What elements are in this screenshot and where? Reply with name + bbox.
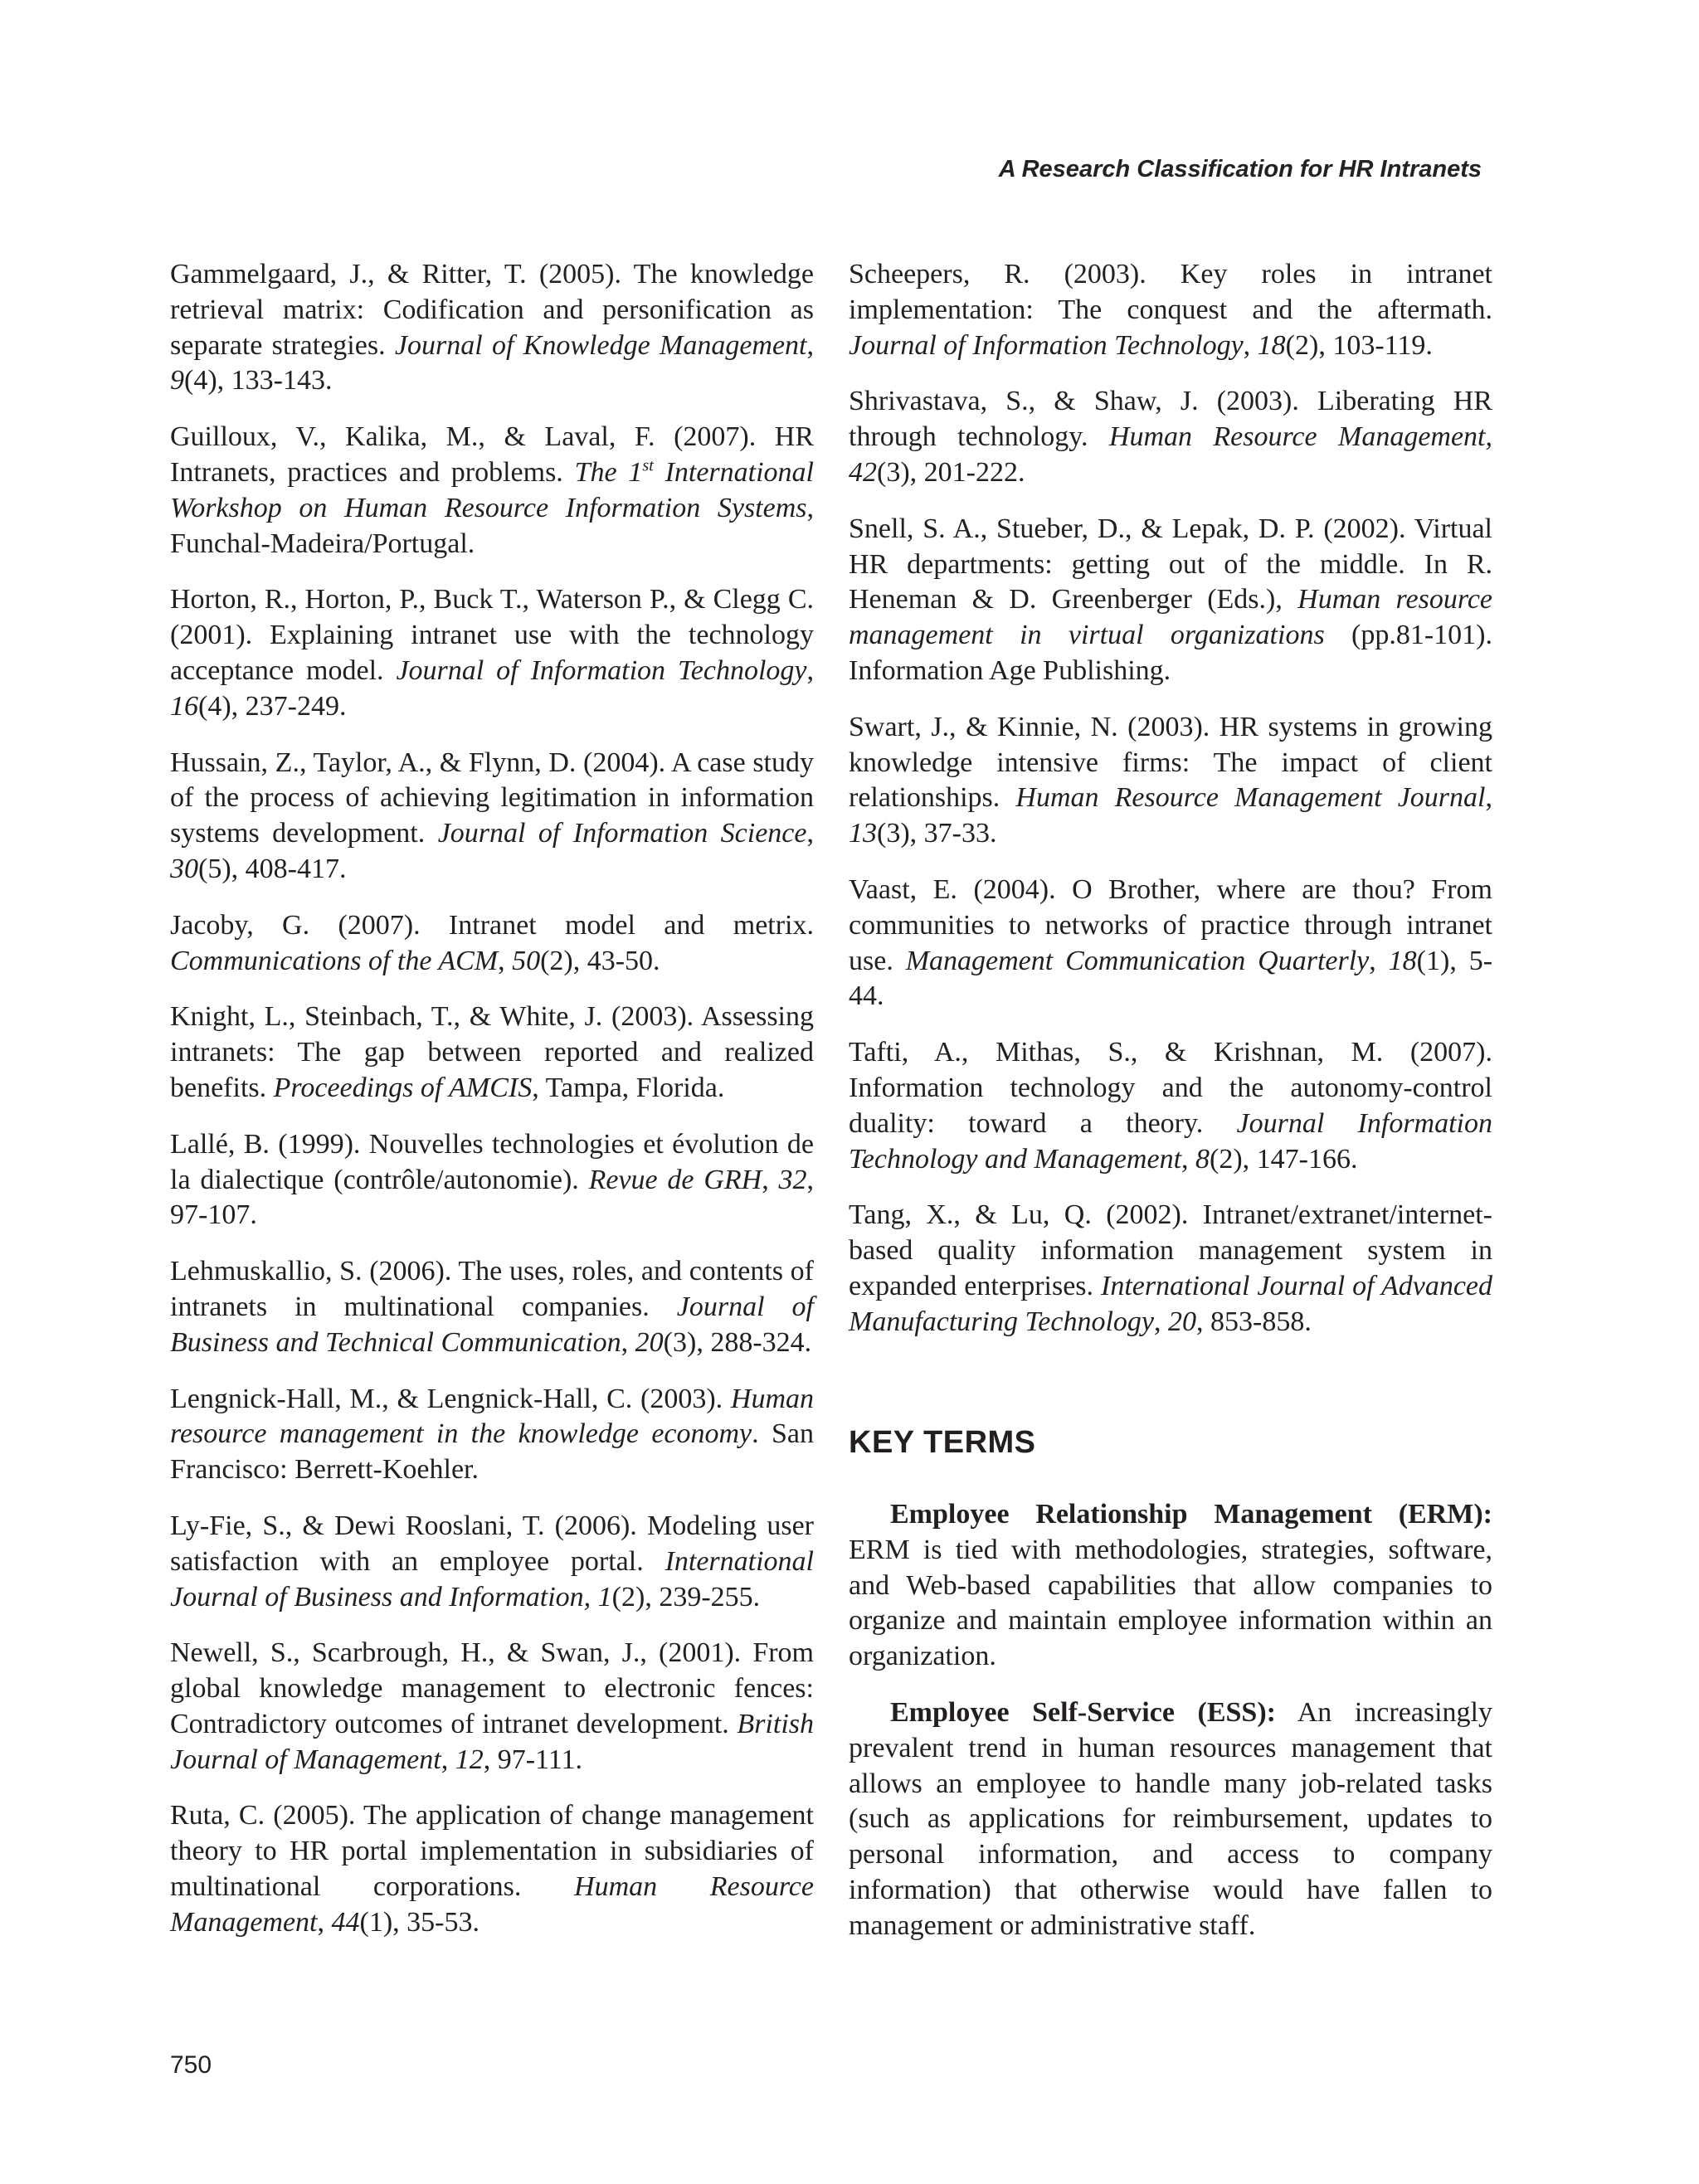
key-term-definition: ERM is tied with methodologies, strategies, software, and Web-based capabilities that allow companies to organize and maintain employee information within an organization. bbox=[849, 1534, 1492, 1672]
key-term-definition: An increasingly prevalent trend in human resources management that allows an employee to handle many job-related tasks (such as applications for reimbursement, updates to personal information, and access to company information) that otherwise would have fallen to management or administrative staff. bbox=[849, 1696, 1492, 1941]
reference-entry bbox=[170, 582, 814, 724]
key-term-entry bbox=[849, 1695, 1492, 1944]
reference-pre: Hussain, Z., Taylor, A., & Flynn, D. (2004). A case study of the process of achieving legitimation in information systems development. bbox=[170, 747, 814, 849]
reference-entry bbox=[170, 1636, 814, 1778]
reference-it1: Journal of Knowledge Management bbox=[394, 329, 807, 361]
key-term-entry bbox=[849, 1497, 1492, 1675]
reference-it1: Journal of Business and Technical Communication bbox=[170, 1291, 814, 1358]
reference-it1: Proceedings of AMCIS bbox=[273, 1072, 533, 1103]
reference-entry bbox=[849, 873, 1492, 1014]
reference-pre: Jacoby, G. (2007). Intranet model and metrix. bbox=[170, 909, 814, 941]
reference-mid: , bbox=[762, 1164, 779, 1195]
reference-it2: 12 bbox=[455, 1744, 484, 1775]
references-column-right bbox=[849, 257, 1492, 1361]
page-number: 750 bbox=[170, 2051, 212, 2079]
reference-entry bbox=[849, 1198, 1492, 1340]
reference-entry bbox=[170, 1798, 814, 1940]
reference-entry bbox=[849, 257, 1492, 363]
reference-it1: Communications of the ACM bbox=[170, 945, 499, 976]
reference-mid: , bbox=[1485, 782, 1492, 814]
reference-it1: Journal of Information Technology bbox=[849, 329, 1244, 361]
reference-it1: Management Communication Quarterly bbox=[905, 945, 1370, 976]
reference-sup: st bbox=[642, 456, 654, 475]
reference-post: (2), 43-50. bbox=[540, 945, 660, 976]
reference-post: (1), 35-53. bbox=[359, 1906, 480, 1938]
reference-it1: British Journal of Management bbox=[170, 1708, 814, 1775]
reference-it2: 13 bbox=[849, 818, 877, 849]
reference-it2: 20 bbox=[1168, 1306, 1196, 1337]
reference-it2: 16 bbox=[170, 690, 198, 722]
reference-it2: 9 bbox=[170, 365, 184, 396]
reference-post: (2), 103-119. bbox=[1285, 329, 1433, 361]
reference-mid: , bbox=[1243, 329, 1258, 361]
key-term-name: Employee Self-Service (ESS): bbox=[890, 1696, 1276, 1728]
reference-entry bbox=[170, 1382, 814, 1488]
reference-entry bbox=[849, 512, 1492, 689]
reference-it2: 8 bbox=[1195, 1143, 1210, 1175]
reference-it1: Human Resource Management bbox=[170, 1871, 814, 1938]
reference-entry bbox=[170, 1509, 814, 1615]
reference-mid: , bbox=[806, 654, 814, 686]
reference-mid: , bbox=[441, 1744, 455, 1775]
key-terms-heading: KEY TERMS bbox=[849, 1425, 1036, 1460]
references-column-left bbox=[170, 257, 814, 1962]
reference-pre: Gammelgaard, J., & Ritter, T. (2005). The knowledge retrieval matrix: Codification and personification as separate strategies. bbox=[170, 259, 814, 361]
reference-post: (pp.81-101). Information Age Publishing. bbox=[849, 620, 1492, 686]
reference-pre: Tang, X., & Lu, Q. (2002). Intranet/extranet/internet-based quality information management system in expanded enterprises. bbox=[849, 1199, 1492, 1301]
reference-it2: 18 bbox=[1257, 329, 1286, 361]
running-head: A Research Classification for HR Intranets bbox=[998, 156, 1482, 182]
reference-entry bbox=[170, 420, 814, 562]
reference-entry bbox=[170, 257, 814, 399]
reference-post: (2), 147-166. bbox=[1210, 1143, 1358, 1175]
reference-pre: Vaast, E. (2004). O Brother, where are thou? From communities to networks of practice through intranet use. bbox=[849, 873, 1492, 976]
reference-pre: Shrivastava, S., & Shaw, J. (2003). Liberating HR through technology. bbox=[849, 386, 1492, 453]
reference-mid: , bbox=[498, 945, 513, 976]
reference-it1: International Journal of Advanced Manufacturing Technology bbox=[849, 1270, 1492, 1337]
reference-post: , 97-111. bbox=[483, 1744, 583, 1775]
reference-it1: Human resource management in the knowledge economy bbox=[170, 1383, 814, 1450]
reference-post: (1), 5-44. bbox=[849, 945, 1493, 1012]
reference-it1: International Journal of Business and Information, 1 bbox=[170, 1545, 814, 1612]
reference-it2: 32 bbox=[778, 1164, 807, 1195]
reference-entry bbox=[849, 1035, 1492, 1177]
reference-it2: 20 bbox=[635, 1326, 664, 1358]
key-terms-list bbox=[849, 1497, 1492, 1965]
reference-mid: , bbox=[317, 1906, 332, 1938]
reference-entry bbox=[849, 710, 1492, 852]
key-term-name: Employee Relationship Management (ERM): bbox=[890, 1499, 1492, 1530]
reference-it1: Journal of Information Technology bbox=[396, 654, 807, 686]
reference-pre: Ly-Fie, S., & Dewi Rooslani, T. (2006). Modeling user satisfaction with an employee portal. bbox=[170, 1510, 814, 1577]
reference-it2: 44 bbox=[331, 1906, 360, 1938]
reference-post: (3), 201-222. bbox=[877, 456, 1025, 488]
reference-pre: Guilloux, V., Kalika, M., & Laval, F. (2007). HR Intranets, practices and problems. bbox=[170, 421, 814, 488]
reference-it1: The 1 bbox=[574, 456, 643, 488]
reference-post: (4), 133-143. bbox=[184, 365, 333, 396]
reference-entry bbox=[849, 384, 1492, 490]
reference-it1: Journal of Information Science bbox=[437, 818, 807, 849]
reference-pre: Horton, R., Horton, P., Buck T., Waterson P., & Clegg C. (2001). Explaining intranet use with the technology acceptance model. bbox=[170, 584, 814, 686]
reference-post: , 97-107. bbox=[170, 1164, 814, 1231]
reference-pre: Lehmuskallio, S. (2006). The uses, roles, and contents of intranets in multinational companies. bbox=[170, 1256, 814, 1322]
reference-it1: Journal Information Technology and Management bbox=[849, 1107, 1492, 1175]
reference-it2: 18 bbox=[1388, 945, 1417, 976]
reference-it1: Human Resource Management Journal bbox=[1015, 782, 1486, 814]
reference-pre: Lallé, B. (1999). Nouvelles technologies et évolution de la dialectique (contrôle/autonomie). bbox=[170, 1128, 814, 1195]
reference-it1: Human resource management in virtual organizations bbox=[849, 584, 1492, 651]
reference-post: (3), 37-33. bbox=[877, 818, 997, 849]
reference-pre: Knight, L., Steinbach, T., & White, J. (2003). Assessing intranets: The gap between reported and realized benefits. bbox=[170, 1001, 814, 1103]
reference-post: (2), 239-255. bbox=[611, 1581, 761, 1612]
reference-mid: , bbox=[806, 818, 814, 849]
reference-post: (5), 408-417. bbox=[198, 853, 347, 884]
reference-it2: International Workshop on Human Resource Information Systems bbox=[170, 456, 814, 523]
reference-post: (4), 237-249. bbox=[198, 690, 347, 722]
reference-mid: , bbox=[806, 329, 814, 361]
reference-post: , Tampa, Florida. bbox=[532, 1072, 725, 1103]
reference-post: (3), 288-324. bbox=[663, 1326, 812, 1358]
reference-it2: 30 bbox=[170, 853, 198, 884]
reference-pre: Tafti, A., Mithas, S., & Krishnan, M. (2007). Information technology and the autonomy-control duality: toward a theory. bbox=[849, 1037, 1492, 1139]
reference-post: , Funchal-Madeira/Portugal. bbox=[170, 492, 814, 559]
reference-mid: , bbox=[1154, 1306, 1168, 1337]
reference-pre: Snell, S. A., Stueber, D., & Lepak, D. P. (2002). Virtual HR departments: getting out of the middle. In R. Heneman & D. Greenberger (Eds.), bbox=[849, 513, 1492, 615]
reference-pre: Lengnick-Hall, M., & Lengnick-Hall, C. (2003). bbox=[170, 1383, 731, 1414]
reference-pre: Newell, S., Scarbrough, H., & Swan, J., (2001). From global knowledge management to electronic fences: Contradictory outcomes of intranet development. bbox=[170, 1637, 814, 1739]
reference-entry bbox=[170, 1127, 814, 1233]
reference-entry bbox=[170, 1254, 814, 1360]
reference-pre: Scheepers, R. (2003). Key roles in intranet implementation: The conquest and the aftermath. bbox=[849, 259, 1492, 325]
reference-it1: Revue de GRH bbox=[588, 1164, 762, 1195]
reference-post: . San Francisco: Berrett-Koehler. bbox=[170, 1418, 815, 1486]
reference-pre: Ruta, C. (2005). The application of change management theory to HR portal implementation in subsidiaries of multinational corporations. bbox=[170, 1800, 814, 1903]
reference-it2: 50 bbox=[512, 945, 541, 976]
reference-mid: , bbox=[1181, 1143, 1196, 1175]
reference-entry bbox=[170, 746, 814, 888]
reference-pre: Swart, J., & Kinnie, N. (2003). HR systems in growing knowledge intensive firms: The impact of client relationships. bbox=[849, 711, 1492, 814]
reference-post: , 853-858. bbox=[1196, 1306, 1312, 1337]
reference-entry bbox=[170, 1000, 814, 1106]
reference-mid: , bbox=[1369, 945, 1389, 976]
reference-entry bbox=[170, 908, 814, 980]
reference-it1: Human Resource Management, 42 bbox=[849, 421, 1492, 488]
reference-mid: , bbox=[621, 1326, 635, 1358]
